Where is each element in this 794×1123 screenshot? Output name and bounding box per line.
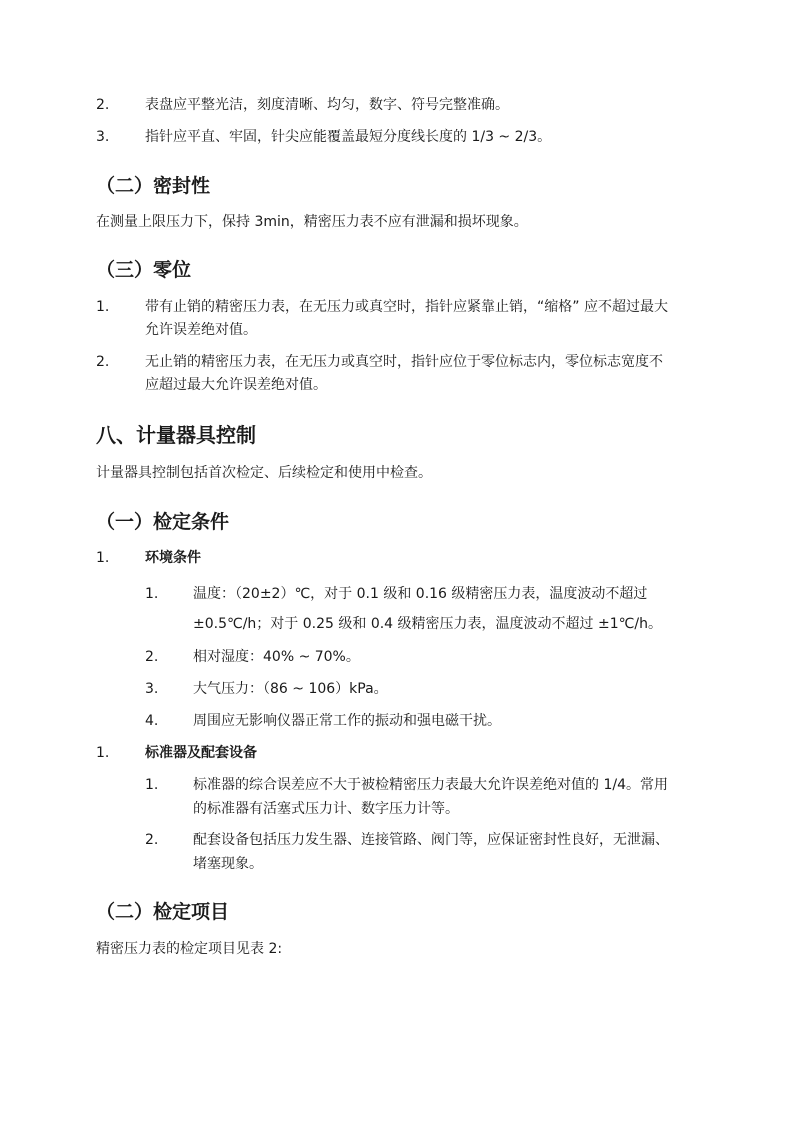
section-heading-conditions: （一）检定条件: [96, 511, 230, 533]
sub-item-number: 1.: [145, 586, 159, 602]
sub-item-text-cont: ±0.5℃/h；对于 0.25 级和 0.4 级精密压力表，温度波动不超过 ±1℃/h。: [193, 616, 662, 632]
list-item-number: 2.: [96, 97, 110, 113]
list-item-text-cont: 应超过最大允许误差绝对值。: [145, 377, 327, 393]
list-item-text: 表盘应平整光洁，刻度清晰、均匀，数字、符号完整准确。: [145, 97, 509, 113]
list-item-number: 3.: [96, 129, 110, 145]
paragraph-sealing: 在测量上限压力下，保持 3min，精密压力表不应有泄漏和损坏现象。: [96, 214, 528, 230]
sub-item-text: 周围应无影响仪器正常工作的振动和强电磁干扰。: [193, 713, 501, 729]
sub-item-text: 标准器的综合误差应不大于被检精密压力表最大允许误差绝对值的 1/4。常用: [193, 777, 668, 793]
sub-item-number: 4.: [145, 713, 159, 729]
section-heading-sealing: （二）密封性: [96, 175, 211, 197]
chapter-heading: 八、计量器具控制: [96, 423, 256, 447]
paragraph-chapter8: 计量器具控制包括首次检定、后续检定和使用中检查。: [96, 465, 432, 481]
list-item-text: 带有止销的精密压力表，在无压力或真空时，指针应紧靠止销，“缩格” 应不超过最大: [145, 299, 668, 315]
subheading-standards: 标准器及配套设备: [145, 745, 257, 761]
section-heading-items: （二）检定项目: [96, 901, 230, 923]
sub-item-number: 2.: [145, 832, 159, 848]
paragraph-items: 精密压力表的检定项目见表 2:: [96, 941, 283, 957]
section-heading-zero: （三）零位: [96, 259, 192, 281]
list-item-text-cont: 允许误差绝对值。: [145, 322, 257, 338]
list-item-number: 1.: [96, 550, 110, 566]
list-item-text: 无止销的精密压力表，在无压力或真空时，指针应位于零位标志内，零位标志宽度不: [145, 354, 663, 370]
sub-item-text: 配套设备包括压力发生器、连接管路、阀门等，应保证密封性良好，无泄漏、: [193, 832, 669, 848]
sub-item-number: 1.: [145, 777, 159, 793]
sub-item-text-cont: 的标准器有活塞式压力计、数字压力计等。: [193, 801, 459, 817]
list-item-text: 指针应平直、牢固，针尖应能覆盖最短分度线长度的 1/3 ~ 2/3。: [145, 129, 552, 145]
sub-item-number: 3.: [145, 681, 159, 697]
sub-item-text: 温度：（20±2）℃，对于 0.1 级和 0.16 级精密压力表，温度波动不超过: [193, 586, 648, 602]
sub-item-number: 2.: [145, 649, 159, 665]
sub-item-text: 大气压力：（86 ~ 106）kPa。: [193, 681, 388, 697]
list-item-number: 1.: [96, 299, 110, 315]
sub-item-text-cont: 堵塞现象。: [193, 856, 263, 872]
list-item-number: 1.: [96, 745, 110, 761]
subheading-environment: 环境条件: [145, 550, 201, 566]
list-item-number: 2.: [96, 354, 110, 370]
sub-item-text: 相对湿度：40% ~ 70%。: [193, 649, 360, 665]
